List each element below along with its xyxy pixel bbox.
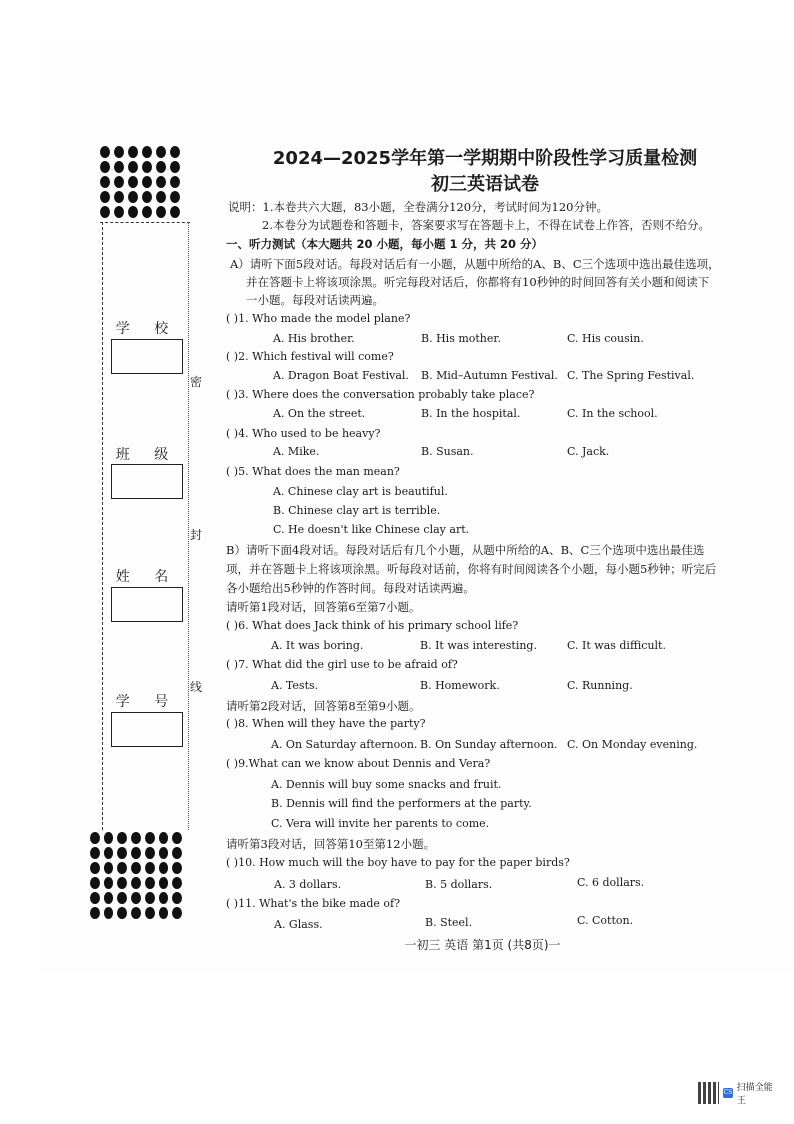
binding-dot: [131, 847, 141, 859]
question-9-stem: ( )9.What can we know about Dennis and Vera?: [226, 757, 491, 770]
binding-dot: [142, 206, 152, 218]
q3-option-a[interactable]: A. On the street.: [273, 407, 366, 420]
binding-dot: [145, 892, 155, 904]
class-label: 班 级: [115, 447, 179, 463]
note-line-2: 2.本卷分为试题卷和答题卡，答案要求写在答题卡上，不得在试卷上作答，否则不给分。: [262, 218, 710, 232]
binding-dot: [90, 877, 100, 889]
binding-dot: [128, 206, 138, 218]
dialogue-3-instr: 请听第3段对话，回答第10至第12小题。: [226, 837, 436, 851]
binding-dot: [117, 832, 127, 844]
binding-dot: [131, 892, 141, 904]
binding-dot: [131, 832, 141, 844]
question-4-stem: ( )4. Who used to be heavy?: [226, 427, 381, 440]
partB-instr-1: B）请听下面4段对话。每段对话后有几个小题，从题中所给的A、B、C三个选项中选出最佳选: [226, 543, 705, 557]
binding-dot: [90, 892, 100, 904]
qr-code-icon: [698, 1082, 719, 1104]
binding-dot: [142, 191, 152, 203]
binding-dot: [128, 176, 138, 188]
binding-dot: [90, 832, 100, 844]
binding-dot: [145, 877, 155, 889]
binding-dot: [172, 862, 182, 874]
q5-option-c[interactable]: C. He doesn't like Chinese clay art.: [273, 523, 470, 536]
binding-dot: [145, 907, 155, 919]
q7-option-c[interactable]: C. Running.: [567, 679, 633, 692]
binding-dot: [172, 832, 182, 844]
binding-dot: [104, 877, 114, 889]
binding-dot: [145, 832, 155, 844]
binding-dot-row: [100, 144, 192, 159]
binding-dot: [104, 862, 114, 874]
binding-dot: [159, 907, 169, 919]
binding-dots-bottom: [90, 830, 182, 920]
name-label: 姓 名: [115, 569, 179, 585]
partB-instr-2: 项，并在答题卡上将该项涂黑。听每段对话前，你将有时间阅读各个小题，每小题5秒钟；听完后: [226, 562, 717, 576]
question-5-stem: ( )5. What does the man mean?: [226, 465, 400, 478]
binding-dot-row: [100, 159, 192, 174]
q8-option-c[interactable]: C. On Monday evening.: [567, 738, 698, 751]
q7-option-a[interactable]: A. Tests.: [271, 679, 319, 692]
binding-dot: [172, 877, 182, 889]
binding-dashed-line: [102, 222, 103, 830]
q4-option-b[interactable]: B. Susan.: [421, 445, 474, 458]
binding-dot: [172, 892, 182, 904]
binding-dot-row: [90, 830, 182, 845]
binding-dot: [170, 176, 180, 188]
q9-option-a[interactable]: A. Dennis will buy some snacks and fruit.: [271, 778, 502, 791]
binding-seal-line: [188, 222, 189, 830]
binding-dot: [114, 206, 124, 218]
note-line-1: 说明：1.本卷共六大题，83小题，全卷满分120分，考试时间为120分钟。: [228, 200, 609, 214]
binding-dot: [117, 862, 127, 874]
question-7-stem: ( )7. What did the girl use to be afraid of?: [226, 658, 458, 671]
question-3-stem: ( )3. Where does the conversation probably take place?: [226, 388, 535, 401]
binding-dot-row: [100, 204, 192, 219]
exam-subtitle: 初三英语试卷: [431, 174, 539, 195]
binding-dot-row: [90, 890, 182, 905]
q3-option-c[interactable]: C. In the school.: [567, 407, 658, 420]
question-2-stem: ( )2. Which festival will come?: [226, 350, 394, 363]
binding-dot: [90, 847, 100, 859]
binding-dot: [156, 191, 166, 203]
binding-dot: [131, 877, 141, 889]
student-id-box[interactable]: [111, 712, 183, 747]
binding-dot-row: [100, 174, 192, 189]
q1-option-a[interactable]: A. His brother.: [273, 332, 355, 345]
binding-dot: [100, 206, 110, 218]
dialogue-1-instr: 请听第1段对话，回答第6至第7小题。: [226, 600, 421, 614]
binding-dot: [170, 191, 180, 203]
binding-dot: [100, 146, 110, 158]
binding-dot: [117, 907, 127, 919]
binding-dot: [128, 191, 138, 203]
binding-dot: [159, 892, 169, 904]
binding-dot: [142, 176, 152, 188]
scanner-watermark: [698, 1080, 780, 1106]
binding-dot: [159, 862, 169, 874]
question-11-stem: ( )11. What's the bike made of?: [226, 897, 400, 910]
binding-dot: [172, 907, 182, 919]
binding-dot: [128, 146, 138, 158]
binding-dot: [142, 161, 152, 173]
q8-option-a[interactable]: A. On Saturday afternoon.: [271, 738, 418, 751]
question-1-stem: ( )1. Who made the model plane?: [226, 312, 411, 325]
q1-option-c[interactable]: C. His cousin.: [567, 332, 644, 345]
binding-dot: [156, 176, 166, 188]
dialogue-2-instr: 请听第2段对话，回答第8至第9小题。: [226, 699, 421, 713]
binding-dots-top: [100, 144, 192, 219]
binding-dot: [114, 176, 124, 188]
q2-option-c[interactable]: C. The Spring Festival.: [567, 369, 695, 382]
q10-option-a[interactable]: A. 3 dollars.: [274, 878, 342, 891]
q5-option-a[interactable]: A. Chinese clay art is beautiful.: [273, 485, 448, 498]
q3-option-b[interactable]: B. In the hospital.: [421, 407, 521, 420]
binding-dot: [159, 877, 169, 889]
seal-char-xian: 线: [190, 680, 203, 694]
partA-instr-1: A）请听下面5段对话。每段对话后有一小题，从题中所给的A、B、C三个选项中选出最佳选项，: [230, 257, 720, 271]
question-6-stem: ( )6. What does Jack think of his primary school life?: [226, 619, 519, 632]
binding-dot: [170, 146, 180, 158]
binding-dot: [114, 191, 124, 203]
binding-dot-row: [90, 905, 182, 920]
binding-dot: [104, 832, 114, 844]
q10-option-b[interactable]: B. 5 dollars.: [425, 878, 493, 891]
student-id-label: 学 号: [115, 694, 179, 710]
q7-option-b[interactable]: B. Homework.: [420, 679, 500, 692]
binding-dot: [117, 847, 127, 859]
seal-char-feng: 封: [190, 528, 203, 542]
binding-dot: [90, 907, 100, 919]
q8-option-b[interactable]: B. On Sunday afternoon.: [420, 738, 558, 751]
class-box[interactable]: [111, 464, 183, 499]
question-8-stem: ( )8. When will they have the party?: [226, 717, 426, 730]
q9-option-b[interactable]: B. Dennis will find the performers at the party.: [271, 797, 532, 810]
binding-dot: [145, 847, 155, 859]
binding-dot-row: [90, 875, 182, 890]
binding-dot: [128, 161, 138, 173]
binding-dot: [100, 176, 110, 188]
binding-dot: [117, 892, 127, 904]
binding-dot: [159, 832, 169, 844]
binding-dot: [90, 862, 100, 874]
binding-dot: [159, 847, 169, 859]
watermark-text: 扫描全能王: [736, 1083, 773, 1106]
binding-dot: [104, 907, 114, 919]
binding-dot: [104, 847, 114, 859]
q11-option-a[interactable]: A. Glass.: [274, 918, 323, 931]
school-box[interactable]: [111, 339, 183, 374]
binding-dot: [114, 146, 124, 158]
section1-heading: 一、听力测试（本大题共 20 小题，每小题 1 分，共 20 分）: [226, 237, 544, 251]
binding-dot: [156, 146, 166, 158]
q10-option-c[interactable]: C. 6 dollars.: [577, 876, 645, 889]
binding-dot: [156, 161, 166, 173]
binding-dot-row: [90, 845, 182, 860]
binding-dot: [114, 161, 124, 173]
binding-dot: [100, 161, 110, 173]
partA-instr-2: 并在答题卡上将该项涂黑。听完每段对话后，你都将有10秒钟的时间回答有关小题和阅读下: [246, 275, 710, 289]
binding-dot: [100, 191, 110, 203]
school-label: 学 校: [115, 321, 179, 337]
q4-option-a[interactable]: A. Mike.: [273, 445, 320, 458]
q1-option-b[interactable]: B. His mother.: [421, 332, 501, 345]
partB-instr-3: 各小题给出5秒钟的作答时间。每段对话读两遍。: [226, 581, 475, 595]
exam-title: 2024—2025学年第一学期期中阶段性学习质量检测: [272, 148, 698, 169]
q11-option-c[interactable]: C. Cotton.: [577, 914, 634, 927]
binding-dot: [156, 206, 166, 218]
binding-dot-row: [90, 860, 182, 875]
page-footer: 一初三 英语 第1页 (共8页)一: [404, 938, 561, 952]
binding-dot: [170, 206, 180, 218]
binding-dot: [145, 862, 155, 874]
q2-option-a[interactable]: A. Dragon Boat Festival.: [273, 369, 409, 382]
binding-dot: [131, 862, 141, 874]
binding-dot: [170, 161, 180, 173]
partA-instr-3: 一小题。每段对话读两遍。: [246, 293, 384, 307]
name-box[interactable]: [111, 587, 183, 622]
q6-option-b[interactable]: B. It was interesting.: [420, 639, 537, 652]
binding-top-line: [100, 222, 190, 223]
q5-option-b[interactable]: B. Chinese clay art is terrible.: [273, 504, 441, 517]
binding-dot: [117, 877, 127, 889]
camscanner-logo-icon: CS: [723, 1089, 733, 1096]
q6-option-a[interactable]: A. It was boring.: [271, 639, 364, 652]
binding-dot: [104, 892, 114, 904]
binding-dot: [172, 847, 182, 859]
q4-option-c[interactable]: C. Jack.: [567, 445, 610, 458]
binding-dot: [142, 146, 152, 158]
q2-option-b[interactable]: B. Mid–Autumn Festival.: [421, 369, 558, 382]
binding-dot-row: [100, 189, 192, 204]
question-10-stem: ( )10. How much will the boy have to pay for the paper birds?: [226, 856, 570, 869]
seal-char-mi: 密: [190, 375, 203, 389]
q6-option-c[interactable]: C. It was difficult.: [567, 639, 666, 652]
q11-option-b[interactable]: B. Steel.: [425, 916, 473, 929]
binding-dot: [131, 907, 141, 919]
q9-option-c[interactable]: C. Vera will invite her parents to come.: [271, 817, 490, 830]
